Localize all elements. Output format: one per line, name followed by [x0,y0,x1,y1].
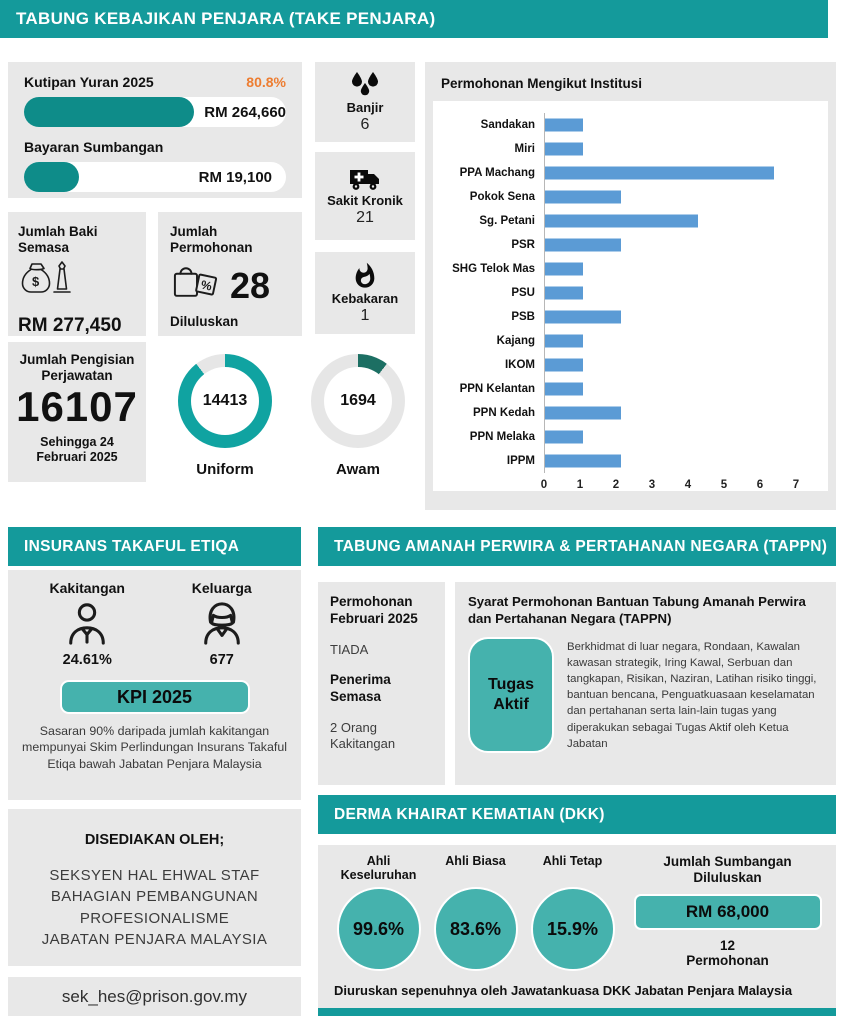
bar-row [439,449,812,473]
prepared-by-line: BAHAGIAN PEMBANGUNAN [50,888,259,906]
prepared-by-title: DISEDIAKAN OLEH; [84,832,225,848]
bar-track [544,401,812,425]
dkk-section-title: DERMA KHAIRAT KEMATIAN (DKK) [318,795,836,834]
insurans-section-title: INSURANS TAKAFUL ETIQA [8,527,301,566]
bar-track [544,233,812,257]
bar[interactable] [545,215,698,228]
dkk-member-biasa [427,854,524,971]
bar-track [544,209,812,233]
bayaran-label: Bayaran Sumbangan [24,139,164,155]
bar-track [544,113,812,137]
bar[interactable] [545,335,583,348]
bar[interactable] [545,263,583,276]
dkk-permohonan-label: Permohonan [686,953,769,969]
awam-donut-hole [324,367,392,435]
category-label: PPN Kelantan [459,383,535,395]
sakit-kronik-label: Sakit Kronik [327,192,403,208]
bar-row [439,233,812,257]
bar-row [439,329,812,353]
fee-collection-card [8,62,302,198]
category-label: IPPM [506,455,535,467]
page-title: TABUNG KEBAJIKAN PENJARA (TAKE PENJARA) [0,0,828,38]
bar-track [544,185,812,209]
keluarga-label: Keluarga [191,580,252,596]
svg-text:%: % [199,277,214,294]
next-section-strip [318,1008,836,1016]
bar[interactable] [545,407,621,420]
bar-track [544,161,812,185]
x-axis-ticks [540,473,800,499]
awam-donut-ring[interactable] [311,354,405,448]
kebakaran-count: 1 [360,306,370,324]
permohonan-title: Jumlah Permohonan [170,224,253,256]
dkk-member-tetap [524,854,621,971]
x-tick-label: 6 [756,479,764,491]
bar-row [439,353,812,377]
bar-track [544,329,812,353]
uniform-label: Uniform [196,461,254,478]
sumbangan-label: Jumlah Sumbangan Diluluskan [663,854,792,886]
dkk-note: Diuruskan sepenuhnya oleh Jawatankuasa DKK Jabatan Penjara Malaysia [334,983,793,998]
permohonan-count: 28 [230,265,271,307]
kutipan-percent: 80.8% [246,74,286,90]
bar-row [439,305,812,329]
dkk-permohonan-count: 12 [719,938,736,954]
kakitangan-label: Kakitangan [49,580,125,596]
category-label: PSR [511,239,535,251]
category-label: PPA Machang [459,167,535,179]
bar-row [439,281,812,305]
x-tick-label: 1 [576,479,584,491]
bar-track [544,377,812,401]
water-drops-icon [348,71,382,99]
flame-icon [351,262,379,290]
tappn-applications-card [318,582,445,785]
category-label: Sandakan [480,119,535,131]
category-label: SHG Telok Mas [452,263,535,275]
category-label: Pokok Sena [469,191,535,203]
bar[interactable] [545,359,583,372]
permohonan-status: Diluluskan [170,314,239,330]
uniform-value: 14413 [202,392,248,409]
category-label: PPN Melaka [469,431,535,443]
balance-card [8,212,146,336]
category-label: IKOM [504,359,535,371]
category-label: PSB [511,311,535,323]
ahli-biasa-value: 83.6% [434,887,518,971]
bar-row [439,425,812,449]
tappn-conditions-card [455,582,836,785]
bar-track [544,305,812,329]
tappn-permohonan-value: TIADA [330,641,369,657]
bayaran-progress-track [24,162,286,192]
awam-label: Awam [336,461,380,478]
uniform-donut-ring[interactable] [178,354,272,448]
bar-track [544,353,812,377]
baki-amount: RM 277,450 [18,315,122,337]
bayaran-progress-fill [24,162,79,192]
bar[interactable] [545,143,583,156]
fire-card [315,252,415,334]
chart-title: Permohonan Mengikut Institusi [441,76,643,91]
tappn-penerima-label: Penerima Semasa [330,672,391,704]
bar-track [544,449,812,473]
bar[interactable] [545,383,583,396]
category-label: PPN Kedah [473,407,535,419]
bar-row [439,209,812,233]
kutipan-label: Kutipan Yuran 2025 [24,74,154,90]
prepared-by-line: PROFESIONALISME [79,909,230,927]
bar-row [439,185,812,209]
bar[interactable] [545,455,621,468]
pengisian-asof-date: Sehingga 24 Februari 2025 [36,434,118,465]
kakitangan-value: 24.61% [62,652,112,668]
x-tick-label: 2 [612,479,620,491]
bar[interactable] [545,311,621,324]
kebakaran-label: Kebakaran [331,290,399,306]
ahli-tetap-label: Ahli Tetap [542,854,603,868]
bayaran-amount: RM 19,100 [198,168,272,186]
x-tick-label: 7 [792,479,800,491]
pengisian-title: Jumlah Pengisian Perjawatan [19,352,135,384]
bar-row [439,137,812,161]
bar-row [439,401,812,425]
banjir-count: 6 [360,115,370,133]
tugas-aktif-badge: Tugas Aktif [468,637,554,753]
institution-bar-chart [425,62,836,510]
x-tick-label: 3 [648,479,656,491]
bar-row [439,257,812,281]
tappn-section-title: TABUNG AMANAH PERWIRA & PERTAHANAN NEGARA (TAPPN) [318,527,836,566]
bar-rows [439,113,812,473]
svg-text:$: $ [32,274,40,290]
kpi-target-text: Sasaran 90% daripada jumlah kakitangan mempunyai Skim Perlindungan Insurans Takaful Etiqa bawah Jabatan Penjara Malaysia [22,724,287,771]
sakit-kronik-count: 21 [356,208,374,226]
female-person-icon [199,601,245,645]
chart-plot-area [433,101,828,491]
money-bag-chess-icon [18,260,76,306]
sumbangan-amount-badge: RM 68,000 [634,894,822,930]
bar-track [544,281,812,305]
category-label: PSU [511,287,535,299]
kpi-badge: KPI 2025 [60,680,250,714]
ahli-keseluruhan-label: Ahli Keseluruhan [340,854,417,883]
x-tick-label: 5 [720,479,728,491]
bar[interactable] [545,119,583,132]
tappn-penerima-value: 2 Orang Kakitangan [330,719,396,751]
kutipan-progress-track [24,97,286,127]
bar[interactable] [545,191,621,204]
dkk-card [318,845,836,1008]
tappn-permohonan-label: Permohonan Februari 2025 [330,594,418,626]
bar[interactable] [545,287,583,300]
bar[interactable] [545,239,621,252]
bar-row [439,377,812,401]
male-person-icon [64,601,110,645]
bar-row [439,113,812,137]
uniform-donut-chart[interactable] [165,354,285,478]
keluarga-value: 677 [209,652,234,668]
staffing-card [8,342,146,482]
baki-title: Jumlah Baki Semasa [18,224,98,256]
applications-card [158,212,302,336]
bar-row [439,161,812,185]
bar[interactable] [545,167,774,180]
flood-card [315,62,415,142]
kutipan-progress-fill [24,97,194,127]
x-tick-label: 4 [684,479,692,491]
prepared-by-lines [8,865,301,950]
category-label: Kajang [496,335,535,347]
shopping-bag-percent-icon [170,260,224,312]
bar-track [544,137,812,161]
banjir-label: Banjir [346,99,384,115]
tappn-conditions-text: Berkhidmat di luar negara, Rondaan, Kawalan kawasan strategik, Iring Kawal, Serbuan dan tangkapan, Risikan, Naziran, Latihan risiko tinggi, bantuan bencana, Penguatkuasaan keselamatan dan pertahanan serta lain-lain tugas yang diperakukan sebagai Tugas Aktif oleh Ketua Jabatan [567,640,817,750]
category-label: Miri [514,143,535,155]
ambulance-icon [348,166,382,192]
bar[interactable] [545,431,583,444]
contact-email: sek_hes@prison.gov.my [61,986,248,1006]
pengisian-value: 16107 [16,383,138,431]
prepared-by-card [8,809,301,966]
prepared-by-line: SEKSYEN HAL EHWAL STAF [49,867,260,884]
ahli-biasa-label: Ahli Biasa [445,854,506,868]
category-label: Sg. Petani [479,215,535,227]
awam-donut-chart[interactable] [298,354,418,478]
bar-track [544,257,812,281]
ahli-tetap-value: 15.9% [531,887,615,971]
contact-email-card [8,977,301,1016]
ahli-keseluruhan-value: 99.6% [337,887,421,971]
prepared-by-line: JABATAN PENJARA MALAYSIA [41,930,268,948]
awam-value: 1694 [340,392,376,409]
kutipan-amount: RM 264,660 [204,103,286,121]
insurans-card [8,570,301,800]
bar-track [544,425,812,449]
chronic-illness-card [315,152,415,240]
tappn-conditions-title: Syarat Permohonan Bantuan Tabung Amanah Perwira dan Pertahanan Negara (TAPPN) [468,594,806,627]
x-tick-label: 0 [540,479,548,491]
dkk-member-keseluruhan [330,854,427,971]
uniform-donut-hole [191,367,259,435]
